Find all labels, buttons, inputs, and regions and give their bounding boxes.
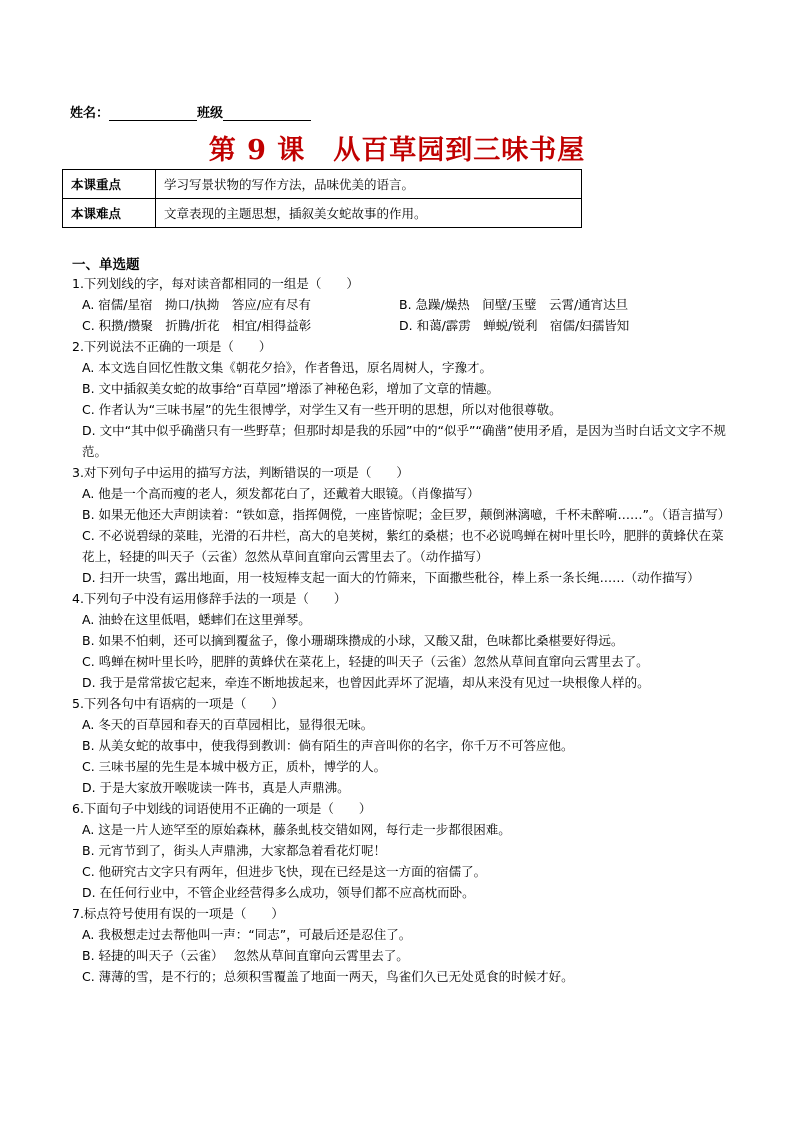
question-1-options-row2 [82,315,732,336]
question-2-stem: 2.下列说法不正确的一项是（ ） [72,339,272,354]
question-4-option-b[interactable]: B. 如果不怕刺，还可以摘到覆盆子，像小珊瑚珠攒成的小球，又酸又甜，色味都比桑椹要好得远。 [82,633,624,648]
question-5-option-a[interactable]: A. 冬天的百草园和春天的百草园相比，显得很无味。 [82,717,374,732]
difficulty-label: 本课难点 [63,199,156,228]
question-4-option-d[interactable]: D. 我于是常常拔它起来，牵连不断地拔起来，也曾因此弄坏了泥墙，却从来没有见过一块根像人样的。 [82,675,650,690]
question-3-option-c[interactable]: C. 不必说碧绿的菜畦，光滑的石井栏，高大的皂荚树，紫红的桑椹；也不必说鸣蝉在树叶里长吟，肥胖的黄蜂伏在菜花上，轻捷的叫天子（云雀）忽然从草间直窜向云霄里去了。（动作描写） [82,528,724,564]
question-2-option-a[interactable]: A. 本文选自回忆性散文集《朝花夕拾》，作者鲁迅，原名周树人，字豫才。 [82,360,493,375]
question-1-stem: 1.下列划线的字，每对读音都相同的一组是（ ） [72,276,359,291]
question-1-option-d[interactable]: D. 和蔼/霹雳 蝉蜕/锐利 宿儒/妇孺皆知 [399,318,630,333]
question-1-option-a[interactable]: A. 宿儒/星宿 拗口/执拗 答应/应有尽有 [82,297,311,312]
question-3-option-b[interactable]: B. 如果无他还大声朗读着：“铁如意，指挥倜傥，一座皆惊呢；金巨罗，颠倒淋漓噫，千杯未醉嗬……”。（语言描写） [82,507,731,522]
question-3-option-a[interactable]: A. 他是一个高而瘦的老人，须发都花白了，还戴着大眼镜。（肖像描写） [82,486,480,501]
question-2-option-b[interactable]: B. 文中插叙美女蛇的故事给“百草园”增添了神秘色彩，增加了文章的情趣。 [82,381,499,396]
question-6-option-d[interactable]: D. 在任何行业中，不管企业经营得多么成功，领导们都不应高枕而卧。 [82,885,475,900]
question-2-option-d[interactable]: D. 文中“其中似乎确凿只有一些野草；但那时却是我的乐园”中的“似乎”“确凿”使用矛盾，是因为当时白话文文字不规范。 [82,423,726,459]
question-6-option-c[interactable]: C. 他研究古文字只有两年，但进步飞快，现在已经是这一方面的宿儒了。 [82,864,487,879]
key-point-value: 学习写景状物的写作方法，品味优美的语言。 [156,170,582,199]
question-2-option-c[interactable]: C. 作者认为“三味书屋”的先生很博学，对学生又有一些开明的思想，所以对他很尊敬。 [82,402,562,417]
question-6-option-b[interactable]: B. 元宵节到了，街头人声鼎沸，大家都急着看花灯呢！ [82,843,387,858]
question-7-option-a[interactable]: A. 我极想走过去帮他叫一声：“同志”，可最后还是忍住了。 [82,927,412,942]
question-6-option-a[interactable]: A. 这是一片人迹罕至的原始森林，藤条虬枝交错如网，每行走一步都很困难。 [82,822,511,837]
key-point-label: 本课重点 [63,170,156,199]
name-blank[interactable] [109,106,197,121]
question-6-stem: 6.下面句子中划线的词语使用不正确的一项是（ ） [72,801,372,816]
question-1-option-c[interactable]: C. 积攒/攒聚 折腾/折花 相宜/相得益彰 [82,318,312,333]
lesson-title: 第 9 课 从百草园到三味书屋 [208,135,586,166]
question-5-stem: 5.下列各句中有语病的一项是（ ） [72,696,284,711]
question-5-option-c[interactable]: C. 三味书屋的先生是本城中极方正，质朴，博学的人。 [82,759,387,774]
question-1-options-row1 [82,294,732,315]
question-7-option-c[interactable]: C. 薄薄的雪，是不行的；总须积雪覆盖了地面一两天，鸟雀们久已无处觅食的时候才好。 [82,969,574,984]
question-7-stem: 7.标点符号使用有误的一项是（ ） [72,906,284,921]
question-4-option-c[interactable]: C. 鸣蝉在树叶里长吟，肥胖的黄蜂伏在菜花上，轻捷的叫天子（云雀）忽然从草间直窜向云霄里去了。 [82,654,649,669]
question-4-stem: 4.下列句子中没有运用修辞手法的一项是（ ） [72,591,347,606]
question-5-option-d[interactable]: D. 于是大家放开喉咙读一阵书，真是人声鼎沸。 [82,780,350,795]
question-4-option-a[interactable]: A. 油蛉在这里低唱，蟋蟀们在这里弹琴。 [82,612,311,627]
question-1-option-b[interactable]: B. 急躁/燥热 间壁/玉璧 云霄/通宵达旦 [399,297,629,312]
name-label: 姓名： [70,106,110,121]
difficulty-value: 文章表现的主题思想，插叙美女蛇故事的作用。 [156,199,582,228]
question-3-stem: 3.对下列句子中运用的描写方法，判断错误的一项是（ ） [72,465,409,480]
lesson-info-table [62,169,582,228]
question-3-option-d[interactable]: D. 扫开一块雪，露出地面，用一枝短棒支起一面大的竹筛来，下面撒些秕谷，棒上系一条长绳……（动作描写） [82,570,700,585]
name-class-line [70,102,311,121]
table-row [63,170,582,199]
question-7-option-b[interactable]: B. 轻捷的叫天子（云雀） 忽然从草间直窜向云霄里去了。 [82,948,409,963]
questions [72,273,732,987]
class-label: 班级 [197,106,224,121]
class-blank[interactable] [223,106,311,121]
table-row [63,199,582,228]
question-5-option-b[interactable]: B. 从美女蛇的故事中，使我得到教训：倘有陌生的声音叫你的名字，你千万不可答应他。 [82,738,574,753]
section-title: 一、单选题 [72,257,140,273]
